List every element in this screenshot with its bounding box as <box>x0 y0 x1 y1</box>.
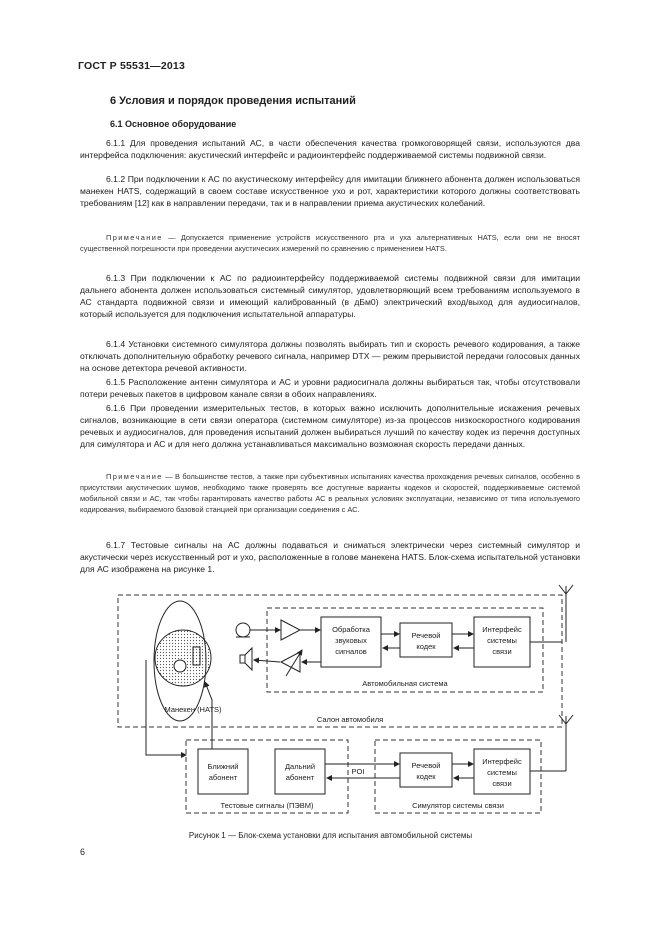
near-subscriber-line1: Ближний <box>207 762 239 771</box>
figure-caption: Рисунок 1 — Блок-схема установки для испытания автомобильной системы <box>188 831 473 840</box>
sim-interface-line2: системы <box>487 768 517 777</box>
sim-speech-codec-block <box>400 753 452 787</box>
car-interface-line2: системы <box>487 636 517 645</box>
loudspeaker-icon <box>240 648 252 670</box>
paragraph-6-1-3: 6.1.3 При подключении к АС по радиоинтерфейсу поддерживаемой системы подвижной связи для имитации дальнего абонента должен использоваться системный симулятор, удовлетворяющий всем требованиям используемого в АС стандарта подвижной связи и имеющий калиброванный (в дБм0) электрический вход/выход для аудиосигналов, который используется для подключения испытательной аппаратуры. <box>80 273 580 319</box>
simulator-antenna-icon <box>559 715 573 771</box>
far-subscriber-line1: Дальний <box>284 762 316 771</box>
audio-processing-line3: сигналов <box>335 647 367 656</box>
car-antenna-icon <box>559 585 573 642</box>
paragraph-6-1-6: 6.1.6 При проведении измерительных тестов, в которых важно исключить дополнительные искажения речевых сигналов, возникающие в сети связи оператора (системном симуляторе) из-за процессов низкоскоростного кодирования речевых и аудиосигналов, для проведения испытаний должен выбираться лучший по качеству кодек из перечня доступных для симулятора и АС и для него должна устанавливаться максимально возможная скорость передачи данных. <box>80 403 580 449</box>
audio-processing-line1: Обработка <box>332 625 370 634</box>
far-subscriber-block <box>275 749 325 794</box>
car-speech-codec-block <box>400 623 452 657</box>
paragraph-6-1-4: 6.1.4 Установки системного симулятора должны позволять выбирать тип и скорость речевого кодирования, а также отключать дополнительную обработку речевого сигнала, например DTX — режим прерывистой передачи голосовых данных на основе детектора речевой активности. <box>80 339 580 373</box>
note-1-text: — Допускается применение устройств искусственного рта и уха альтернативных HATS, если они не вносят существенной погрешности при проведении акустических измерений по сравнению с применением HATS. <box>80 233 580 253</box>
sim-codec-line2: кодек <box>416 772 436 781</box>
near-subscriber-line2: абонент <box>208 773 238 782</box>
input-amplifier-icon <box>281 620 300 640</box>
microphone-icon <box>236 623 250 637</box>
hats-mannequin <box>154 601 211 721</box>
sim-codec-line1: Речевой <box>411 761 441 770</box>
car-cabin-label: Салон автомобиля <box>316 715 384 724</box>
car-interface-line3: связи <box>492 647 512 656</box>
car-codec-line2: кодек <box>416 642 436 651</box>
paragraph-6-1-5: 6.1.5 Расположение антенн симулятора и АС и уровни радиосигнала должны выбираться так, чтобы отсутствовали потери речевых пакетов в цифровом канале связи в обоих направлениях. <box>80 377 580 399</box>
note-label: Примечание <box>106 233 163 242</box>
paragraph-6-1-1: 6.1.1 Для проведения испытаний АС, в части обеспечения качества громкоговорящей связи, используются два интерфейса подключения: акустический интерфейс и радиоинтерфейс поддерживаемой системы подвижной связи. <box>80 138 580 160</box>
audio-processing-line2: звуковых <box>335 636 367 645</box>
sim-interface-line1: Интерфейс <box>482 757 522 766</box>
document-header: ГОСТ Р 55531—2013 <box>78 60 186 72</box>
simulator-label: Симулятор системы связи <box>412 801 504 810</box>
paragraph-6-1-2: 6.1.2 При подключении к АС по акустическому интерфейсу для имитации ближнего абонента должен использоваться манекен HATS, содержащий в своем составе искусственное ухо и рот, характеристики которого должны соответствовать требованиям [12] как в направлении передачи, так и в направлении приема акустических колебаний. <box>80 174 580 208</box>
poi-label: POI <box>351 767 365 776</box>
note-label: Примечание <box>106 472 163 481</box>
car-interface-line1: Интерфейс <box>482 625 522 634</box>
car-system-label: Автомобильная система <box>362 679 448 688</box>
car-codec-line1: Речевой <box>411 631 441 640</box>
note-2-text: — В большинстве тестов, а также при субъективных испытаниях качества прохождения речевых сигналов, особенно в присутствии акустических шумов, необходимо также проверять все доступные варианты кодеков и скоростей, поддерживаемые системой мобильной связи и АС, так чтобы гарантировать качество работы АС в реальных условиях эксплуатации, независимо от типа используемого кодирования, выбираемого базовой станцией при организации соединения с АС. <box>80 472 580 514</box>
subsection-title: 6.1 Основное оборудование <box>110 119 237 129</box>
paragraph-6-1-7: 6.1.7 Тестовые сигналы на АС должны подаваться и сниматься электрически через системный симулятор и акустически через искусственный рот и ухо, расположенные в голове манекена HATS. Блок-схема испытательной установки для АС изображена на рисунке 1. <box>80 540 580 574</box>
near-subscriber-block <box>198 749 248 794</box>
mannequin-label: Манекен (HATS) <box>164 705 222 714</box>
page-number: 6 <box>80 847 86 857</box>
test-signals-label: Тестовые сигналы (ПЭВМ) <box>220 801 314 810</box>
far-subscriber-line2: абонент <box>285 773 315 782</box>
section-title: 6 Условия и порядок проведения испытаний <box>110 95 356 107</box>
sim-interface-line3: связи <box>492 779 512 788</box>
